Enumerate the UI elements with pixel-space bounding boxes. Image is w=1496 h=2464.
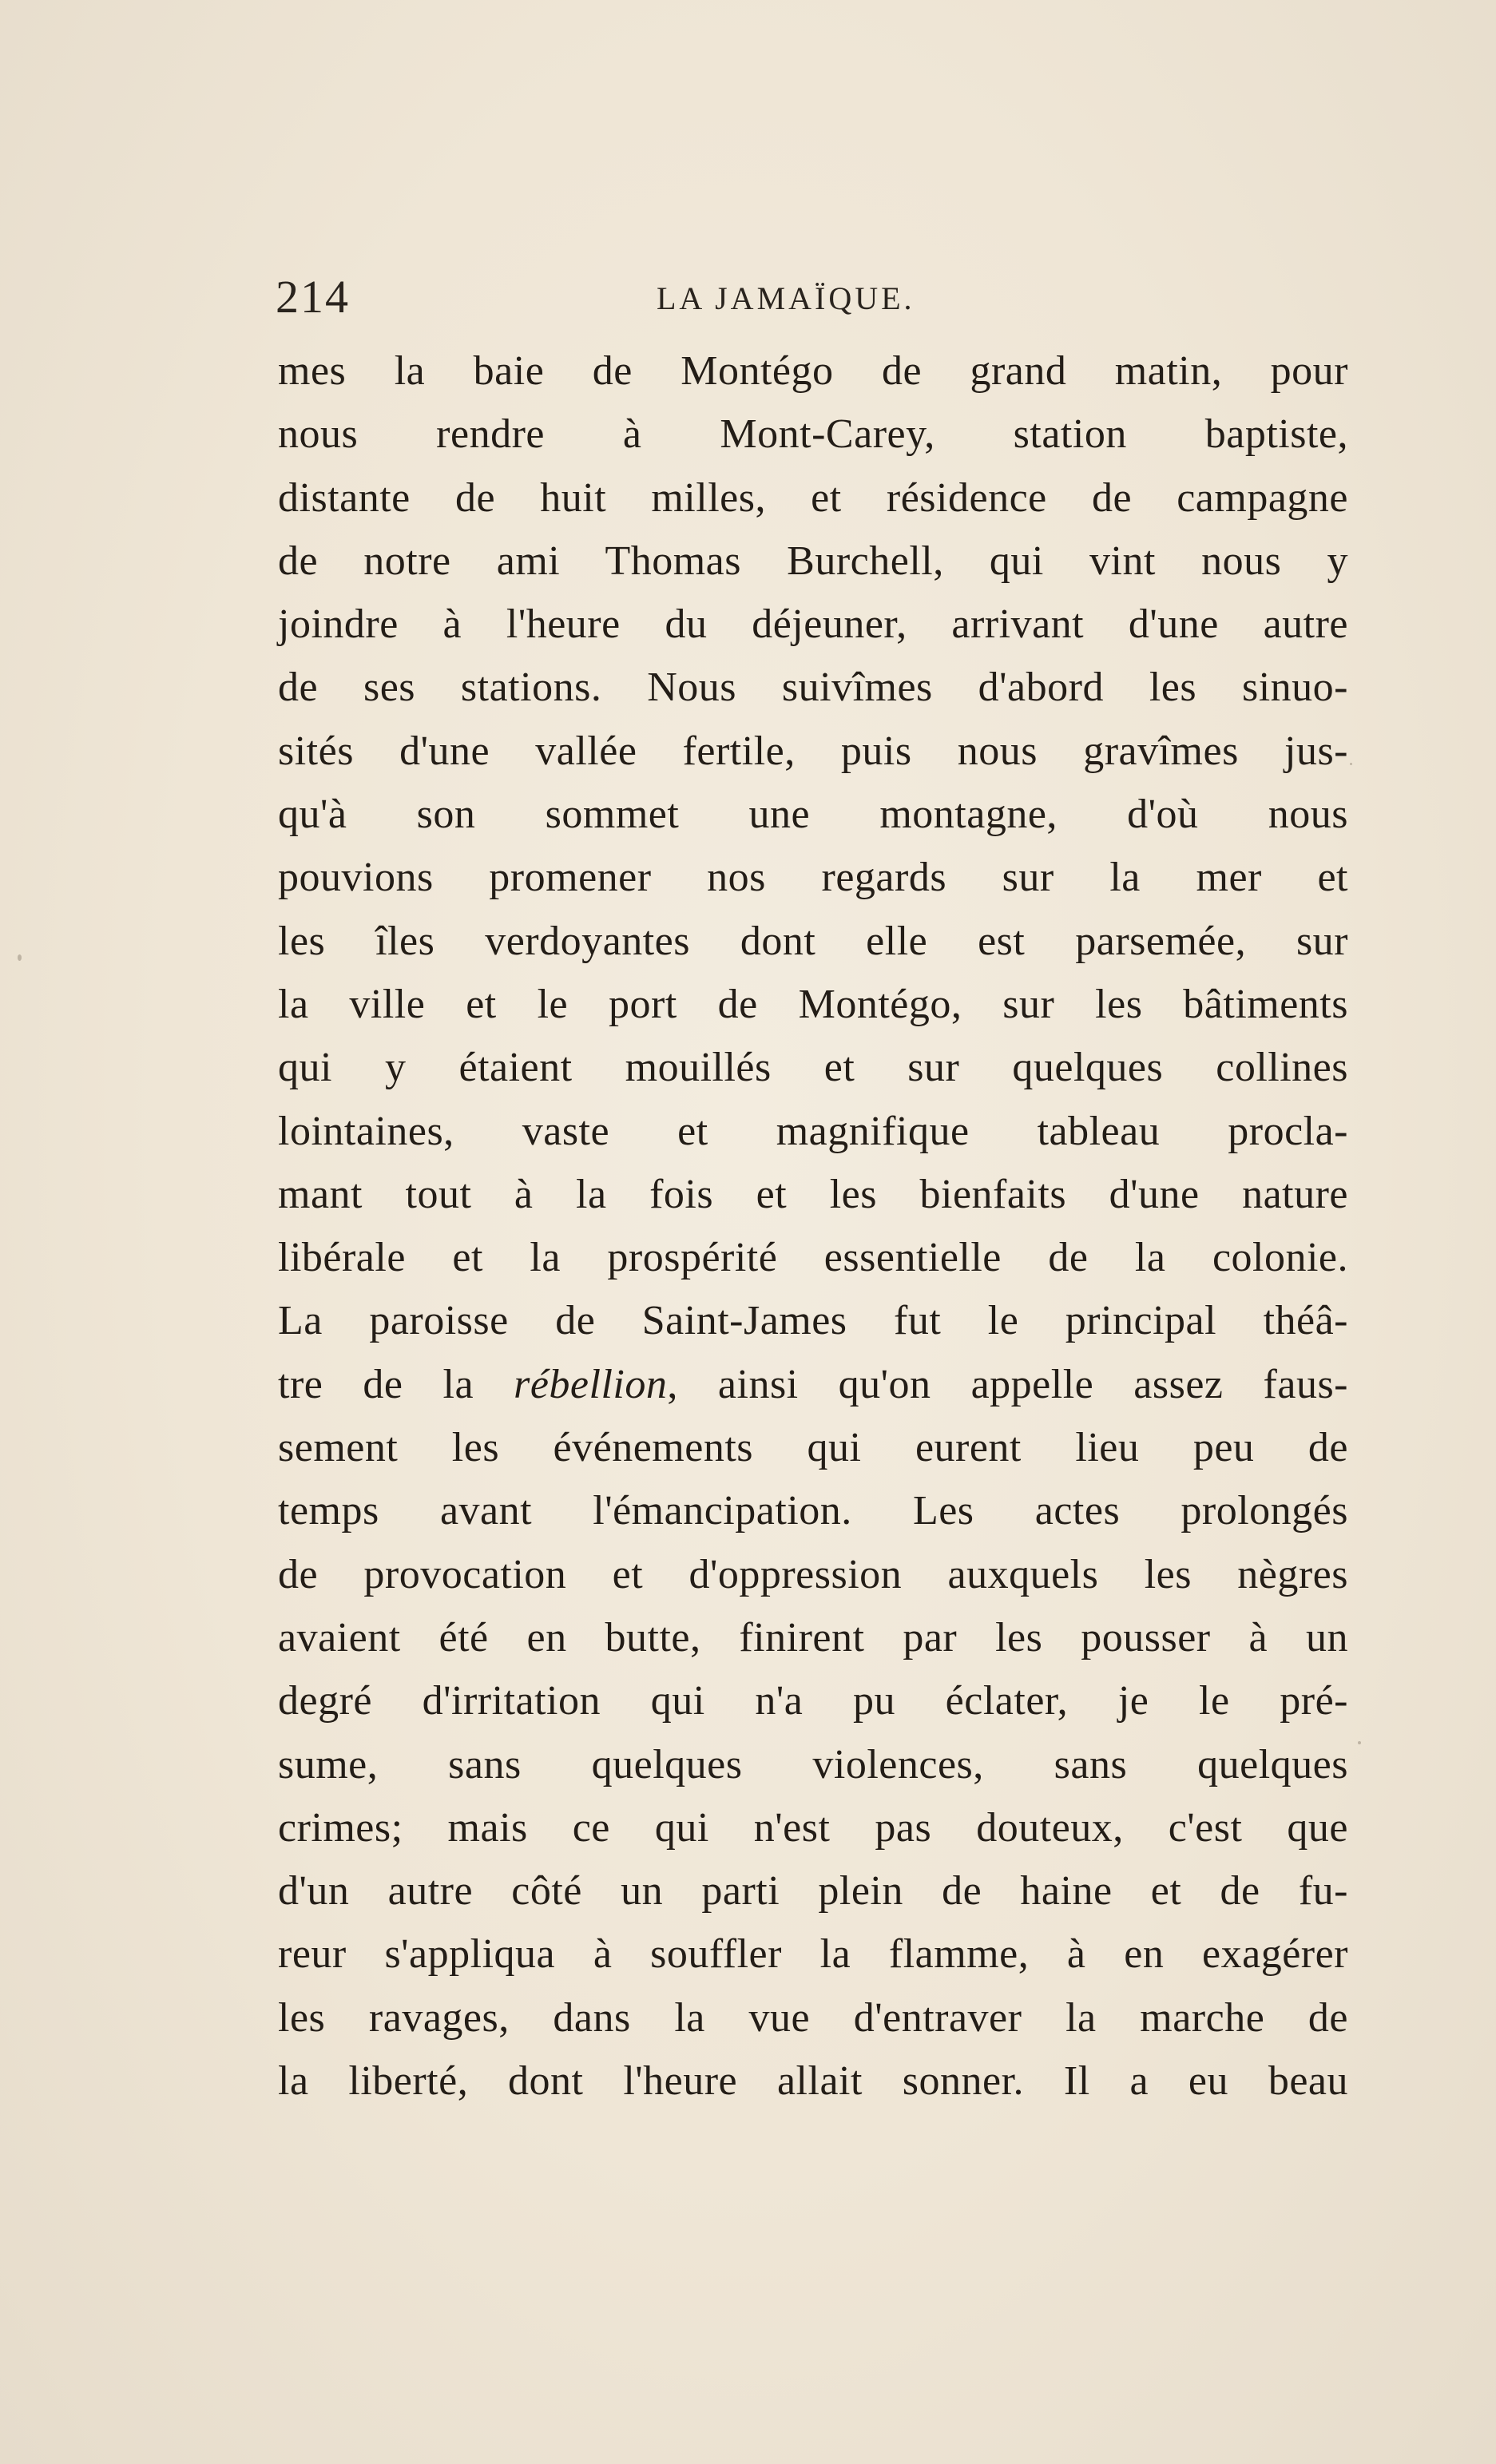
body-text xyxy=(278,339,1348,2113)
text-fragment: , ainsi qu'on appelle assez faus- xyxy=(667,1361,1348,1407)
text-line: les ravages, dans la vue d'entraver la marche de xyxy=(278,1994,1348,2041)
text-line: les îles verdoyantes dont elle est parsemée, sur xyxy=(278,918,1348,964)
page-header xyxy=(276,270,1346,326)
paper-speck xyxy=(1350,763,1352,765)
text-line: sement les événements qui eurent lieu peu de xyxy=(278,1425,1348,1471)
text-line: reur s'appliqua à souffler la flamme, à en exagérer xyxy=(278,1931,1348,1978)
text-line: mes la baie de Montégo de grand matin, pour xyxy=(278,348,1348,394)
text-line: la ville et le port de Montégo, sur les bâtiments xyxy=(278,981,1348,1027)
text-line: distante de huit milles, et résidence de campagne xyxy=(278,474,1348,521)
text-line: qui y étaient mouillés et sur quelques collines xyxy=(278,1045,1348,1091)
text-line: joindre à l'heure du déjeuner, arrivant d'une autre xyxy=(278,601,1348,648)
text-line: la liberté, dont l'heure allait sonner. Il a eu beau xyxy=(278,2058,1348,2105)
text-line: avaient été en butte, finirent par les pousser à un xyxy=(278,1614,1348,1661)
text-line: lointaines, vaste et magnifique tableau procla- xyxy=(278,1108,1348,1154)
paper-speck xyxy=(1358,1741,1361,1744)
text-line: de notre ami Thomas Burchell, qui vint nous y xyxy=(278,538,1348,584)
page-number: 214 xyxy=(276,271,350,323)
text-line: nous rendre à Mont-Carey, station baptiste, xyxy=(278,411,1348,458)
running-title: LA JAMAÏQUE. xyxy=(657,280,915,316)
text-line-with-italic xyxy=(278,1353,1348,1416)
text-line: qu'à son sommet une montagne, d'où nous xyxy=(278,792,1348,838)
text-fragment: tre de la xyxy=(278,1361,514,1407)
text-line: degré d'irritation qui n'a pu éclater, je le pré- xyxy=(278,1678,1348,1724)
text-line: mant tout à la fois et les bienfaits d'une nature xyxy=(278,1171,1348,1217)
italic-term: rébellion xyxy=(514,1361,668,1407)
text-line: de provocation et d'oppression auxquels les nègres xyxy=(278,1551,1348,1597)
text-line: de ses stations. Nous suivîmes d'abord les sinuo- xyxy=(278,665,1348,711)
text-line: sités d'une vallée fertile, puis nous gravîmes jus- xyxy=(278,728,1348,774)
text-line: sume, sans quelques violences, sans quelques xyxy=(278,1741,1348,1787)
text-line: La paroisse de Saint-James fut le principal théâ- xyxy=(278,1298,1348,1344)
text-line: temps avant l'émancipation. Les actes prolongés xyxy=(278,1488,1348,1534)
text-line: d'un autre côté un parti plein de haine et de fu- xyxy=(278,1868,1348,1914)
text-line: pouvions promener nos regards sur la mer et xyxy=(278,855,1348,901)
paper-speck xyxy=(18,954,22,961)
text-line: libérale et la prospérité essentielle de la colonie. xyxy=(278,1235,1348,1281)
text-line: crimes; mais ce qui n'est pas douteux, c'est que xyxy=(278,1804,1348,1851)
